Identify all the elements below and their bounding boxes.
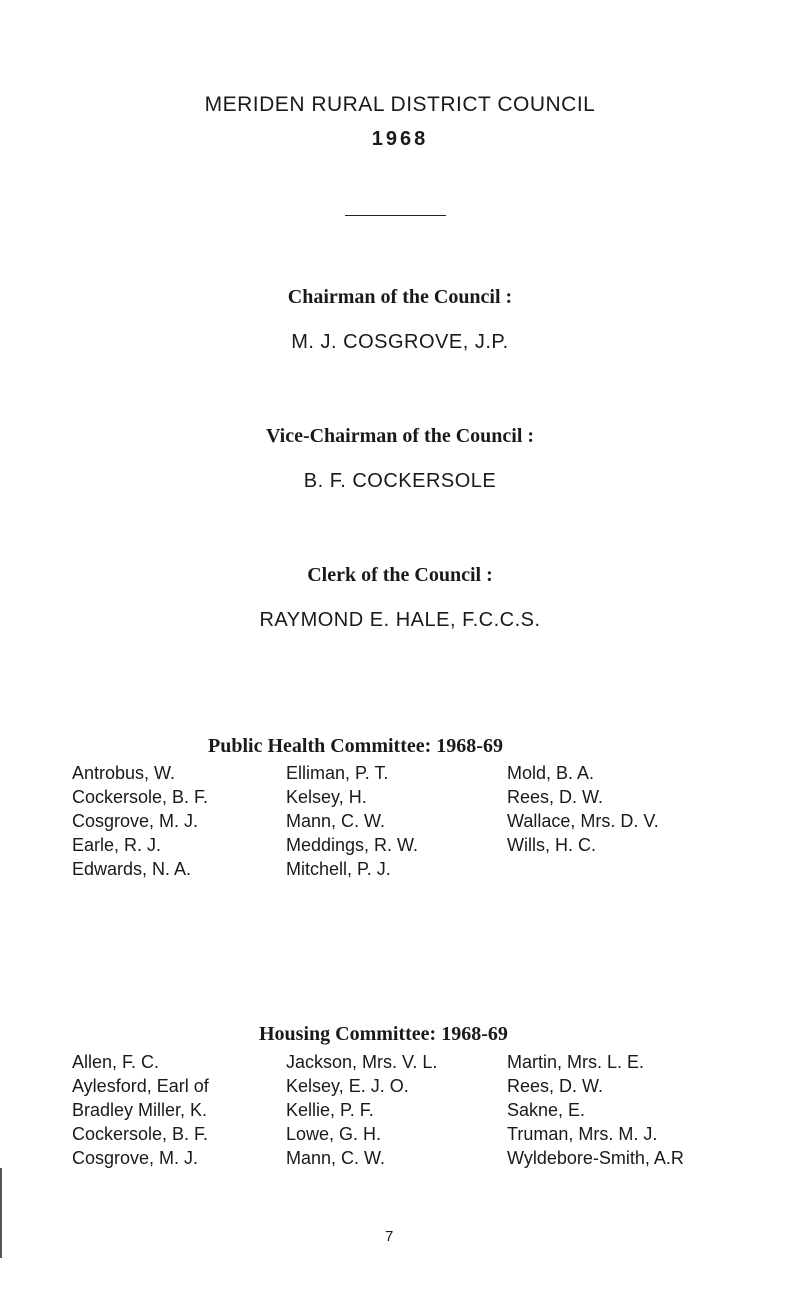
member-name: Cockersole, B. F.	[72, 787, 209, 807]
year: 1968	[371, 128, 429, 150]
clerk-heading: Clerk of the Council :	[307, 564, 493, 586]
public-health-members-column-1	[72, 761, 208, 881]
clerk-name: RAYMOND E. HALE, F.C.C.S.	[259, 609, 541, 631]
member-name: Cockersole, B. F.	[72, 1124, 209, 1144]
member-name: Cosgrove, M. J.	[72, 811, 199, 831]
member-name: Rees, D. W.	[507, 1076, 604, 1096]
member-name: Lowe, G. H.	[286, 1124, 382, 1144]
member-name: Kelsey, E. J. O.	[286, 1076, 409, 1096]
member-name: Wallace, Mrs. D. V.	[507, 811, 659, 831]
public-health-committee-title: Public Health Committee: 1968-69	[208, 735, 503, 757]
vice-chairman-heading: Vice-Chairman of the Council :	[265, 425, 535, 447]
housing-members-column-1	[72, 1050, 209, 1170]
member-name: Antrobus, W.	[72, 763, 176, 783]
member-name: Kelsey, H.	[286, 787, 367, 807]
member-name: Mold, B. A.	[507, 763, 595, 783]
member-name: Meddings, R. W.	[286, 835, 419, 855]
chairman-heading: Chairman of the Council :	[287, 286, 513, 308]
chairman-name: M. J. COSGROVE, J.P.	[291, 331, 509, 353]
page-number: 7	[385, 1228, 394, 1245]
council-name: MERIDEN RURAL DISTRICT COUNCIL	[204, 93, 596, 116]
member-name: Mann, C. W.	[286, 811, 386, 831]
housing-members-column-2	[286, 1050, 437, 1170]
public-health-members-column-3	[507, 761, 659, 857]
scan-edge-mark	[0, 1168, 2, 1258]
member-name: Earle, R. J.	[72, 835, 162, 855]
divider-rule	[345, 215, 446, 216]
member-name: Martin, Mrs. L. E.	[507, 1052, 645, 1072]
member-name: Elliman, P. T.	[286, 763, 389, 783]
member-name: Allen, F. C.	[72, 1052, 160, 1072]
member-name: Aylesford, Earl of	[72, 1076, 209, 1096]
member-name: Edwards, N. A.	[72, 859, 192, 879]
housing-committee-title: Housing Committee: 1968-69	[259, 1023, 508, 1045]
member-name: Kellie, P. F.	[286, 1100, 374, 1120]
housing-members-column-3	[507, 1050, 684, 1170]
member-name: Rees, D. W.	[507, 787, 604, 807]
vice-chairman-name: B. F. COCKERSOLE	[303, 470, 497, 492]
member-name: Sakne, E.	[507, 1100, 586, 1120]
member-name: Wyldebore-Smith, A.R	[507, 1148, 684, 1168]
member-name: Truman, Mrs. M. J.	[507, 1124, 658, 1144]
member-name: Wills, H. C.	[507, 835, 596, 855]
member-name: Mann, C. W.	[286, 1148, 386, 1168]
member-name: Bradley Miller, K.	[72, 1100, 208, 1120]
member-name: Jackson, Mrs. V. L.	[286, 1052, 438, 1072]
member-name: Cosgrove, M. J.	[72, 1148, 199, 1168]
member-name: Mitchell, P. J.	[286, 859, 391, 879]
public-health-members-column-2	[286, 761, 418, 881]
